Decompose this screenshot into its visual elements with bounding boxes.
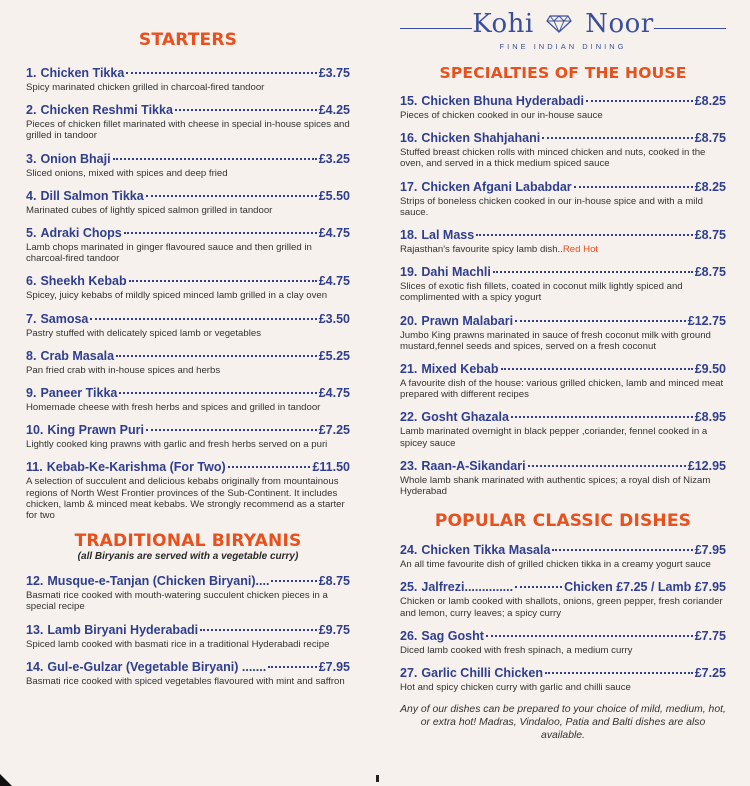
- menu-item-title-line: [26, 103, 350, 118]
- menu-item-description-text: Homemade cheese with fresh herbs and spices and grilled in tandoor: [26, 402, 321, 414]
- heat-label: Red Hot: [562, 244, 599, 256]
- menu-item-description-text: Basmati rice cooked with mouth-watering succulent chicken pieces in a special recipe: [26, 590, 328, 613]
- menu-item-description: [26, 439, 350, 450]
- menu-item-description: [26, 290, 350, 301]
- menu-item-description-text: Pan fried crab with in-house spices and herbs: [26, 364, 221, 376]
- logo-word-left: Kohi: [472, 9, 534, 39]
- menu-item-description-text: Stuffed breast chicken rolls with minced chicken and nuts, cooked in the oven, and served in a thick medium spiced sauce: [400, 147, 706, 170]
- menu-item-description-text: Sliced onions, mixed with spices and deep fried: [26, 167, 228, 179]
- menu-item-description: [400, 330, 726, 352]
- dot-leader: [552, 549, 692, 551]
- dot-leader: [271, 580, 316, 582]
- menu-item-title-line: [26, 189, 350, 204]
- menu-item-description-text: Hot and spicy chicken curry with garlic and chilli sauce: [400, 682, 631, 694]
- menu-item-name: Chicken Shahjahani: [421, 131, 541, 146]
- menu-item-title-line: [26, 312, 350, 327]
- menu-item-description: [400, 426, 726, 448]
- menu-item-title-line: [26, 349, 350, 364]
- menu-item-description-text: Strips of boneless chicken cooked in our in-house spice and with a mild sauce.: [400, 195, 703, 218]
- dot-leader: [515, 320, 686, 322]
- dot-leader: [586, 100, 693, 102]
- menu-item-price: £8.75: [694, 131, 726, 146]
- menu-item-name: Samosa: [40, 311, 89, 326]
- menu-item-title-line: [26, 574, 350, 589]
- menu-item-name: Sag Gosht: [421, 628, 484, 643]
- menu-item-title-line: [400, 666, 726, 681]
- menu-item-title-line: [400, 131, 726, 146]
- menu-item-description-text: Chicken or lamb cooked with shallots, onions, green pepper, fresh coriander and lemon, curry leaves; a spicy curry: [400, 596, 723, 619]
- menu-item: [400, 131, 726, 169]
- menu-item-name: Sheekh Kebab: [40, 274, 127, 289]
- menu-item-number: 18.: [400, 228, 418, 243]
- menu-item: [26, 574, 350, 612]
- dot-leader: [146, 429, 317, 431]
- menu-item-number: 1.: [26, 66, 37, 80]
- dot-leader: [113, 158, 317, 160]
- menu-item-description: [400, 196, 726, 218]
- menu-item-price: £12.75: [687, 313, 726, 328]
- menu-item-description-text: Diced lamb cooked with fresh spinach, a medium curry: [400, 644, 633, 656]
- menu-item: [26, 386, 350, 413]
- menu-item-price: £9.75: [318, 622, 350, 637]
- menu-item-description-text: Lamb chops marinated in ginger flavoured sauce and then grilled in charcoal-fired tandoor: [26, 242, 312, 265]
- menu-item-number: 5.: [26, 226, 37, 241]
- menu-item-description: [26, 119, 350, 141]
- classics-list: [400, 543, 726, 693]
- menu-item-description: [26, 676, 350, 687]
- menu-item-number: 6.: [26, 274, 37, 289]
- menu-item: [26, 623, 350, 650]
- menu-item-description: [400, 682, 726, 693]
- dot-leader: [124, 232, 317, 234]
- menu-item-number: 7.: [26, 311, 37, 326]
- starters-heading: STARTERS: [138, 30, 238, 50]
- dot-leader: [486, 635, 693, 637]
- fold-mark: [376, 775, 379, 782]
- dot-leader: [574, 186, 693, 188]
- menu-item: [400, 180, 726, 218]
- menu-item-name: Adraki Chops: [40, 226, 122, 241]
- menu-item-description: [26, 242, 350, 264]
- menu-item-number: 9.: [26, 386, 37, 401]
- menu-item: [26, 66, 350, 93]
- dot-leader: [268, 666, 317, 668]
- dot-leader: [129, 280, 317, 282]
- logo-wordmark: [400, 8, 726, 39]
- corner-mark: [0, 774, 12, 786]
- logo-word-right: Noor: [585, 9, 654, 39]
- specialties-list: [400, 94, 726, 497]
- menu-item-title-line: [26, 152, 350, 167]
- menu-item-description-text: A selection of succulent and delicious kebabs originally from mountainous regions of North West Frontier provinces of the Sub-Continent. It includes chicken, lamb & minced meat kebabs. We strongly recommend as a starter for two: [26, 476, 345, 522]
- menu-item: [26, 152, 350, 179]
- menu-item-price: £7.25: [318, 423, 350, 438]
- menu-item-description: [26, 168, 350, 179]
- menu-item: [400, 543, 726, 570]
- menu-item-price: £3.75: [318, 66, 350, 80]
- menu-item-price: Chicken £7.25 / Lamb £7.95: [564, 580, 726, 595]
- menu-item: [400, 666, 726, 693]
- menu-item-number: 8.: [26, 348, 37, 363]
- menu-item: [26, 312, 350, 339]
- menu-item-number: 23.: [400, 458, 418, 473]
- menu-item-number: 19.: [400, 265, 418, 280]
- menu-item-price: £7.95: [694, 543, 726, 558]
- menu-item-name: Jalfrezi..............: [421, 580, 514, 595]
- menu-item-name: Musque-e-Tanjan (Chicken Biryani)....: [47, 574, 270, 589]
- menu-item-name: Chicken Afgani Lababdar: [421, 179, 572, 194]
- menu-item-number: 27.: [400, 666, 418, 681]
- menu-item-description: [26, 328, 350, 339]
- classics-heading: POPULAR CLASSIC DISHES: [434, 511, 692, 532]
- menu-item-description: [26, 639, 350, 650]
- menu-item-price: £4.75: [318, 226, 350, 241]
- menu-item-title-line: [26, 274, 350, 289]
- menu-item-number: 16.: [400, 131, 418, 146]
- menu-item-description: [400, 596, 726, 618]
- menu-item-description: [400, 281, 726, 303]
- menu-item-name: Paneer Tikka: [40, 386, 118, 401]
- menu-item: [26, 226, 350, 264]
- menu-item-description-text: An all time favourite dish of grilled chicken tikka in a creamy yogurt sauce: [400, 559, 711, 571]
- menu-item-price: £8.25: [694, 179, 726, 194]
- menu-item-description: [26, 402, 350, 413]
- menu-item: [400, 362, 726, 400]
- biryanis-list: [26, 574, 350, 687]
- biryanis-note: (all Biryanis are served with a vegetable curry): [77, 551, 299, 563]
- menu-item-number: 17.: [400, 179, 418, 194]
- dot-leader: [501, 368, 693, 370]
- dot-leader: [542, 137, 693, 139]
- dot-leader: [146, 195, 317, 197]
- menu-item-title-line: [26, 66, 350, 81]
- menu-item-description: [26, 365, 350, 376]
- menu-item-description-text: Rajasthan's favourite spicy lamb dish..: [400, 244, 563, 256]
- menu-item-name: Chicken Tikka Masala: [421, 543, 551, 558]
- menu-item-name: Gosht Ghazala: [421, 410, 509, 425]
- menu-item-title-line: [26, 623, 350, 638]
- restaurant-logo: [400, 0, 726, 62]
- menu-item-price: £4.25: [318, 103, 350, 118]
- menu-item-price: £8.75: [694, 228, 726, 243]
- menu-item-name: Chicken Bhuna Hyderabadi: [421, 94, 584, 108]
- menu-item: [26, 460, 350, 521]
- menu-item-description-text: Whole lamb shank marinated with authentic spices; a royal dish of Nizam Hyderabad: [400, 474, 711, 498]
- menu-item-price: £11.50: [312, 460, 350, 475]
- menu-item-price: £9.50: [694, 362, 726, 377]
- menu-item-description-text: Spicey, juicy kebabs of mildly spiced minced lamb grilled in a clay oven: [26, 290, 328, 302]
- menu-item-price: £8.75: [318, 574, 350, 589]
- menu-item-number: 4.: [26, 188, 37, 203]
- dot-leader: [528, 465, 686, 467]
- menu-item-title-line: [400, 410, 726, 425]
- menu-item-title-line: [26, 660, 350, 675]
- dot-leader: [493, 271, 693, 273]
- menu-item-description: [26, 205, 350, 216]
- dot-leader: [511, 416, 693, 418]
- diamond-icon: [546, 15, 572, 33]
- menu-item-title-line: [400, 228, 726, 243]
- menu-item-price: £4.75: [318, 274, 350, 289]
- menu-item-name: Prawn Malabari: [421, 313, 514, 328]
- menu-item: [26, 103, 350, 141]
- menu-item-description: [400, 147, 726, 169]
- menu-item-title-line: [26, 460, 350, 475]
- menu-item-name: Crab Masala: [40, 348, 115, 363]
- menu-item: [26, 349, 350, 376]
- menu-item-number: 14.: [26, 659, 44, 674]
- menu-item: [400, 228, 726, 255]
- menu-item-description-text: A favourite dish of the house: various grilled chicken, lamb and minced meat prepared with different recipes: [400, 378, 724, 401]
- menu-item-number: 22.: [400, 410, 418, 425]
- menu-item-name: Chicken Reshmi Tikka: [40, 103, 173, 118]
- left-column: [26, 0, 350, 697]
- menu-item-description: [26, 82, 350, 93]
- menu-item-number: 24.: [400, 543, 418, 558]
- menu-item-price: £5.25: [318, 348, 350, 363]
- menu-item: [26, 423, 350, 450]
- menu-item-title-line: [26, 386, 350, 401]
- menu-item-title-line: [26, 423, 350, 438]
- dot-leader: [119, 392, 316, 394]
- menu-item-name: Garlic Chilli Chicken: [421, 666, 543, 681]
- menu-item-description-text: Pieces of chicken cooked in our in-house sauce: [400, 110, 603, 121]
- menu-item-price: £12.95: [687, 458, 726, 473]
- menu-item-description-text: Basmati rice cooked with spiced vegetables flavoured with mint and saffron: [26, 675, 345, 687]
- menu-item-number: 3.: [26, 151, 37, 166]
- menu-item-title-line: [400, 265, 726, 280]
- menu-item-price: £3.50: [318, 311, 350, 326]
- menu-item-description: [400, 110, 726, 121]
- menu-item-number: 21.: [400, 362, 418, 377]
- menu-item-description: [400, 378, 726, 400]
- menu-item-number: 26.: [400, 628, 418, 643]
- menu-item-description-text: Spicy marinated chicken grilled in charcoal-fired tandoor: [26, 82, 265, 93]
- menu-item-title-line: [400, 580, 726, 595]
- menu-item: [400, 265, 726, 303]
- menu-item-name: Lamb Biryani Hyderabadi: [47, 622, 199, 637]
- menu-item: [400, 629, 726, 656]
- menu-item-price: £3.25: [318, 151, 350, 166]
- menu-item-number: 25.: [400, 580, 418, 595]
- dot-leader: [175, 109, 317, 111]
- dot-leader: [126, 72, 316, 74]
- dot-leader: [200, 629, 317, 631]
- menu-item-description-text: Pastry stuffed with delicately spiced lamb or vegetables: [26, 327, 261, 339]
- menu-item-name: King Prawn Puri: [47, 423, 144, 438]
- menu-item-number: 12.: [26, 574, 44, 589]
- menu-item-name: Onion Bhaji: [40, 151, 111, 166]
- menu-item-description-text: Spiced lamb cooked with basmati rice in a traditional Hyderabadi recipe: [26, 638, 330, 650]
- menu-item-title-line: [400, 314, 726, 329]
- menu-item-number: 20.: [400, 313, 418, 328]
- menu-item-name: Dahi Machli: [421, 265, 491, 280]
- logo-tagline: FINE INDIAN DINING: [499, 42, 627, 51]
- menu-item-title-line: [400, 94, 726, 109]
- menu-item-description: [400, 645, 726, 656]
- dot-leader: [545, 672, 693, 674]
- menu-item: [400, 314, 726, 352]
- menu-item-title-line: [400, 543, 726, 558]
- menu-item-name: Kebab-Ke-Karishma (For Two): [46, 460, 226, 475]
- menu-item-description-text: Lightly cooked king prawns with garlic and fresh herbs served on a puri: [26, 439, 328, 451]
- menu-item-name: Lal Mass: [421, 228, 475, 243]
- menu-item-description: [26, 590, 350, 612]
- menu-item: [400, 410, 726, 448]
- menu-item-description-text: Pieces of chicken fillet marinated with cheese in special in-house spices and grilled in tandoor: [26, 119, 350, 142]
- menu-item: [400, 459, 726, 497]
- menu-item-description-text: Marinated cubes of lightly spiced salmon grilled in tandoor: [26, 204, 273, 216]
- menu-item-name: Raan-A-Sikandari: [421, 458, 526, 473]
- menu-item: [26, 274, 350, 301]
- starters-list: [26, 66, 350, 521]
- menu-item: [26, 660, 350, 687]
- menu-item-description-text: Slices of exotic fish fillets, coated in coconut milk lightly spiced and complimented with a spicy yogurt: [400, 281, 683, 304]
- menu-item-description-text: Lamb marinated overnight in black pepper ,coriander, fennel cooked in a spicey sauce: [400, 426, 708, 449]
- menu-item-price: £7.25: [694, 666, 726, 681]
- footer-note: Any of our dishes can be prepared to your choice of mild, medium, hot, or extra hot! Madras, Vindaloo, Patia and Balti dishes are also available.: [400, 704, 726, 742]
- biryanis-heading: TRADITIONAL BIRYANIS: [74, 531, 302, 552]
- menu-item-price: £8.75: [694, 265, 726, 280]
- menu-item-title-line: [400, 629, 726, 644]
- menu-item: [400, 94, 726, 121]
- menu-item-name: Mixed Kebab: [421, 362, 499, 377]
- menu-item-description: [400, 244, 726, 255]
- menu-item-price: £8.95: [694, 410, 726, 425]
- menu-item-description: [400, 559, 726, 570]
- dot-leader: [228, 466, 311, 468]
- dot-leader: [116, 355, 317, 357]
- menu-item-price: £5.50: [318, 188, 350, 203]
- menu-item-number: 2.: [26, 103, 37, 118]
- menu-item-name: Chicken Tikka: [40, 66, 125, 80]
- menu-item-description-text: Jumbo King prawns marinated in sauce of fresh coconut milk with ground mustard,fennel seeds and spices, served on a fresh coconut: [400, 329, 711, 352]
- dot-leader: [476, 234, 693, 236]
- menu-item-description: [400, 475, 726, 497]
- menu-item-price: £8.25: [694, 94, 726, 108]
- menu-item: [400, 580, 726, 618]
- menu-item-title-line: [400, 459, 726, 474]
- menu-item-number: 10.: [26, 423, 44, 438]
- menu-item-title-line: [400, 362, 726, 377]
- specialties-heading: SPECIALTIES OF THE HOUSE: [439, 64, 687, 82]
- menu-item-number: 15.: [400, 94, 418, 108]
- menu-item-name: Gul-e-Gulzar (Vegetable Biryani) .......: [47, 659, 267, 674]
- menu-item-price: £7.75: [694, 628, 726, 643]
- menu-item-price: £7.95: [318, 659, 350, 674]
- right-column: [400, 0, 726, 742]
- menu-item: [26, 189, 350, 216]
- dot-leader: [90, 318, 316, 320]
- dot-leader: [515, 586, 562, 588]
- menu-item-number: 13.: [26, 622, 44, 637]
- menu-item-price: £4.75: [318, 386, 350, 401]
- menu-item-name: Dill Salmon Tikka: [40, 188, 144, 203]
- menu-item-number: 11.: [26, 460, 43, 475]
- menu-item-description: [26, 476, 350, 521]
- menu-item-title-line: [400, 180, 726, 195]
- menu-item-title-line: [26, 226, 350, 241]
